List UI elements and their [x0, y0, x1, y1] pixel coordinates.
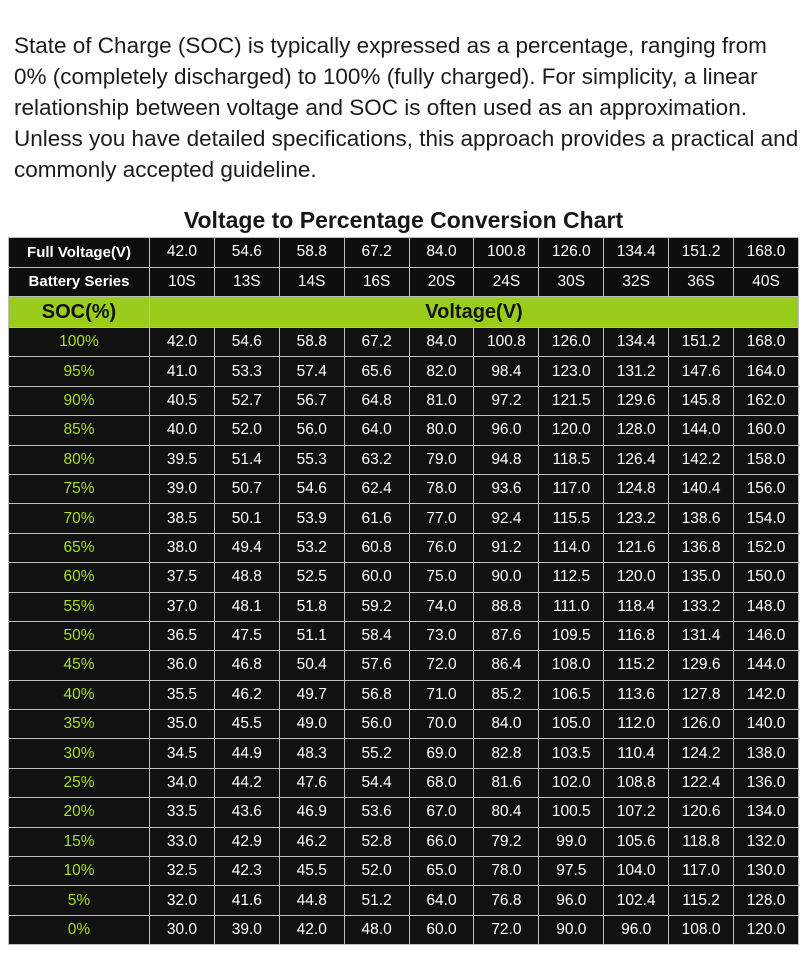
voltage-cell: 56.0	[279, 416, 344, 445]
voltage-cell: 42.3	[214, 857, 279, 886]
voltage-cell: 79.0	[409, 445, 474, 474]
voltage-cell: 81.6	[474, 768, 539, 797]
voltage-cell: 127.8	[669, 680, 734, 709]
voltage-cell: 145.8	[669, 386, 734, 415]
full-voltage-cell: 168.0	[734, 238, 799, 268]
voltage-cell: 168.0	[734, 328, 799, 357]
voltage-cell: 46.2	[214, 680, 279, 709]
voltage-cell: 148.0	[734, 592, 799, 621]
full-voltage-cell: 134.4	[604, 238, 669, 268]
voltage-cell: 60.8	[344, 533, 409, 562]
voltage-cell: 135.0	[669, 563, 734, 592]
voltage-cell: 117.0	[669, 857, 734, 886]
voltage-cell: 40.5	[150, 386, 215, 415]
voltage-cell: 51.2	[344, 886, 409, 915]
voltage-cell: 110.4	[604, 739, 669, 768]
voltage-cell: 59.2	[344, 592, 409, 621]
soc-cell: 25%	[9, 768, 150, 797]
voltage-cell: 79.2	[474, 827, 539, 856]
soc-cell: 55%	[9, 592, 150, 621]
voltage-cell: 48.8	[214, 563, 279, 592]
voltage-cell: 72.0	[409, 651, 474, 680]
table-row	[9, 504, 799, 533]
voltage-cell: 32.0	[150, 886, 215, 915]
voltage-cell: 34.0	[150, 768, 215, 797]
voltage-cell: 147.6	[669, 357, 734, 386]
voltage-cell: 100.5	[539, 798, 604, 827]
voltage-cell: 54.6	[279, 474, 344, 503]
voltage-cell: 68.0	[409, 768, 474, 797]
voltage-cell: 118.8	[669, 827, 734, 856]
voltage-cell: 80.0	[409, 416, 474, 445]
full-voltage-cell: 100.8	[474, 238, 539, 268]
voltage-cell: 65.6	[344, 357, 409, 386]
voltage-cell: 117.0	[539, 474, 604, 503]
soc-cell: 100%	[9, 328, 150, 357]
voltage-cell: 92.4	[474, 504, 539, 533]
battery-series-cell: 10S	[150, 267, 215, 297]
voltage-cell: 154.0	[734, 504, 799, 533]
voltage-cell: 118.4	[604, 592, 669, 621]
table-row	[9, 621, 799, 650]
soc-cell: 35%	[9, 710, 150, 739]
voltage-cell: 53.3	[214, 357, 279, 386]
voltage-cell: 55.3	[279, 445, 344, 474]
voltage-cell: 35.0	[150, 710, 215, 739]
voltage-cell: 116.8	[604, 621, 669, 650]
soc-cell: 75%	[9, 474, 150, 503]
voltage-cell: 46.8	[214, 651, 279, 680]
voltage-cell: 131.2	[604, 357, 669, 386]
voltage-cell: 67.0	[409, 798, 474, 827]
voltage-cell: 144.0	[734, 651, 799, 680]
voltage-cell: 44.8	[279, 886, 344, 915]
voltage-cell: 106.5	[539, 680, 604, 709]
voltage-cell: 64.0	[409, 886, 474, 915]
voltage-cell: 36.0	[150, 651, 215, 680]
voltage-cell: 37.0	[150, 592, 215, 621]
voltage-cell: 108.0	[539, 651, 604, 680]
voltage-cell: 49.7	[279, 680, 344, 709]
table-row	[9, 857, 799, 886]
table-row	[9, 563, 799, 592]
full-voltage-label: Full Voltage(V)	[9, 238, 150, 268]
voltage-cell: 33.5	[150, 798, 215, 827]
full-voltage-row	[9, 238, 799, 268]
voltage-cell: 48.3	[279, 739, 344, 768]
voltage-cell: 58.4	[344, 621, 409, 650]
voltage-cell: 66.0	[409, 827, 474, 856]
voltage-cell: 38.0	[150, 533, 215, 562]
voltage-cell: 121.6	[604, 533, 669, 562]
voltage-cell: 124.8	[604, 474, 669, 503]
voltage-cell: 112.5	[539, 563, 604, 592]
battery-series-cell: 24S	[474, 267, 539, 297]
soc-cell: 60%	[9, 563, 150, 592]
voltage-cell: 150.0	[734, 563, 799, 592]
voltage-cell: 30.0	[150, 915, 215, 944]
voltage-cell: 120.6	[669, 798, 734, 827]
voltage-cell: 107.2	[604, 798, 669, 827]
column-header-band	[9, 297, 799, 328]
soc-cell: 50%	[9, 621, 150, 650]
voltage-cell: 126.0	[539, 328, 604, 357]
table-row	[9, 710, 799, 739]
voltage-cell: 108.0	[669, 915, 734, 944]
voltage-cell: 115.5	[539, 504, 604, 533]
soc-cell: 45%	[9, 651, 150, 680]
voltage-cell: 129.6	[604, 386, 669, 415]
soc-cell: 65%	[9, 533, 150, 562]
voltage-cell: 122.4	[669, 768, 734, 797]
table-row	[9, 386, 799, 415]
voltage-cell: 63.2	[344, 445, 409, 474]
voltage-cell: 96.0	[604, 915, 669, 944]
voltage-cell: 97.2	[474, 386, 539, 415]
voltage-cell: 142.0	[734, 680, 799, 709]
voltage-cell: 76.8	[474, 886, 539, 915]
voltage-cell: 67.2	[344, 328, 409, 357]
voltage-cell: 37.5	[150, 563, 215, 592]
voltage-cell: 81.0	[409, 386, 474, 415]
table-row	[9, 680, 799, 709]
voltage-cell: 118.5	[539, 445, 604, 474]
battery-series-row	[9, 267, 799, 297]
voltage-cell: 103.5	[539, 739, 604, 768]
voltage-cell: 48.0	[344, 915, 409, 944]
soc-cell: 5%	[9, 886, 150, 915]
soc-cell: 0%	[9, 915, 150, 944]
battery-series-label: Battery Series	[9, 267, 150, 297]
voltage-cell: 126.4	[604, 445, 669, 474]
voltage-cell: 52.8	[344, 827, 409, 856]
voltage-cell: 38.5	[150, 504, 215, 533]
voltage-cell: 158.0	[734, 445, 799, 474]
voltage-cell: 42.0	[279, 915, 344, 944]
voltage-cell: 53.6	[344, 798, 409, 827]
voltage-cell: 74.0	[409, 592, 474, 621]
voltage-cell: 126.0	[669, 710, 734, 739]
voltage-cell: 43.6	[214, 798, 279, 827]
battery-series-cell: 40S	[734, 267, 799, 297]
voltage-cell: 120.0	[734, 915, 799, 944]
voltage-cell: 102.0	[539, 768, 604, 797]
voltage-header: Voltage(V)	[150, 297, 799, 328]
voltage-cell: 82.8	[474, 739, 539, 768]
voltage-cell: 61.6	[344, 504, 409, 533]
voltage-cell: 62.4	[344, 474, 409, 503]
full-voltage-cell: 67.2	[344, 238, 409, 268]
voltage-cell: 52.0	[344, 857, 409, 886]
table-row	[9, 915, 799, 944]
voltage-cell: 60.0	[409, 915, 474, 944]
soc-cell: 30%	[9, 739, 150, 768]
voltage-cell: 33.0	[150, 827, 215, 856]
voltage-cell: 123.0	[539, 357, 604, 386]
soc-cell: 85%	[9, 416, 150, 445]
voltage-cell: 123.2	[604, 504, 669, 533]
voltage-cell: 39.5	[150, 445, 215, 474]
soc-cell: 40%	[9, 680, 150, 709]
voltage-cell: 42.9	[214, 827, 279, 856]
voltage-cell: 91.2	[474, 533, 539, 562]
voltage-cell: 124.2	[669, 739, 734, 768]
table-row	[9, 474, 799, 503]
chart-title: Voltage to Percentage Conversion Chart	[183, 207, 624, 233]
voltage-cell: 49.0	[279, 710, 344, 739]
voltage-cell: 35.5	[150, 680, 215, 709]
voltage-cell: 120.0	[604, 563, 669, 592]
voltage-cell: 48.1	[214, 592, 279, 621]
voltage-cell: 70.0	[409, 710, 474, 739]
voltage-cell: 54.6	[214, 328, 279, 357]
voltage-cell: 53.2	[279, 533, 344, 562]
voltage-cell: 69.0	[409, 739, 474, 768]
table-row	[9, 445, 799, 474]
voltage-cell: 84.0	[409, 328, 474, 357]
voltage-cell: 100.8	[474, 328, 539, 357]
voltage-cell: 105.0	[539, 710, 604, 739]
full-voltage-cell: 126.0	[539, 238, 604, 268]
battery-series-cell: 30S	[539, 267, 604, 297]
voltage-cell: 105.6	[604, 827, 669, 856]
voltage-cell: 133.2	[669, 592, 734, 621]
table-row	[9, 357, 799, 386]
voltage-cell: 34.5	[150, 739, 215, 768]
battery-series-cell: 32S	[604, 267, 669, 297]
voltage-cell: 104.0	[604, 857, 669, 886]
voltage-cell: 120.0	[539, 416, 604, 445]
soc-cell: 90%	[9, 386, 150, 415]
voltage-cell: 78.0	[474, 857, 539, 886]
voltage-cell: 94.8	[474, 445, 539, 474]
table-row	[9, 328, 799, 357]
voltage-cell: 50.7	[214, 474, 279, 503]
voltage-cell: 71.0	[409, 680, 474, 709]
voltage-conversion-table	[8, 237, 799, 945]
battery-series-cell: 20S	[409, 267, 474, 297]
voltage-cell: 129.6	[669, 651, 734, 680]
voltage-cell: 45.5	[279, 857, 344, 886]
voltage-cell: 97.5	[539, 857, 604, 886]
full-voltage-cell: 58.8	[279, 238, 344, 268]
full-voltage-cell: 84.0	[409, 238, 474, 268]
voltage-cell: 46.2	[279, 827, 344, 856]
table-row	[9, 886, 799, 915]
voltage-cell: 52.7	[214, 386, 279, 415]
voltage-cell: 41.0	[150, 357, 215, 386]
voltage-cell: 77.0	[409, 504, 474, 533]
voltage-cell: 99.0	[539, 827, 604, 856]
voltage-cell: 56.7	[279, 386, 344, 415]
table-row	[9, 798, 799, 827]
voltage-cell: 96.0	[539, 886, 604, 915]
voltage-cell: 57.4	[279, 357, 344, 386]
voltage-cell: 134.0	[734, 798, 799, 827]
battery-series-cell: 14S	[279, 267, 344, 297]
voltage-cell: 56.0	[344, 710, 409, 739]
voltage-cell: 162.0	[734, 386, 799, 415]
voltage-cell: 32.5	[150, 857, 215, 886]
voltage-cell: 93.6	[474, 474, 539, 503]
voltage-cell: 42.0	[150, 328, 215, 357]
battery-series-cell: 16S	[344, 267, 409, 297]
battery-series-cell: 36S	[669, 267, 734, 297]
soc-cell: 15%	[9, 827, 150, 856]
voltage-cell: 58.8	[279, 328, 344, 357]
voltage-cell: 72.0	[474, 915, 539, 944]
voltage-cell: 108.8	[604, 768, 669, 797]
table-row	[9, 739, 799, 768]
voltage-cell: 78.0	[409, 474, 474, 503]
voltage-cell: 84.0	[474, 710, 539, 739]
voltage-cell: 36.5	[150, 621, 215, 650]
voltage-cell: 138.0	[734, 739, 799, 768]
voltage-cell: 113.6	[604, 680, 669, 709]
soc-cell: 20%	[9, 798, 150, 827]
voltage-cell: 75.0	[409, 563, 474, 592]
voltage-cell: 121.5	[539, 386, 604, 415]
voltage-cell: 51.4	[214, 445, 279, 474]
voltage-cell: 49.4	[214, 533, 279, 562]
voltage-cell: 45.5	[214, 710, 279, 739]
table-row	[9, 592, 799, 621]
voltage-cell: 136.8	[669, 533, 734, 562]
voltage-cell: 47.6	[279, 768, 344, 797]
voltage-cell: 40.0	[150, 416, 215, 445]
voltage-cell: 140.0	[734, 710, 799, 739]
voltage-cell: 138.6	[669, 504, 734, 533]
soc-cell: 10%	[9, 857, 150, 886]
voltage-cell: 87.6	[474, 621, 539, 650]
voltage-cell: 90.0	[539, 915, 604, 944]
voltage-cell: 44.2	[214, 768, 279, 797]
full-voltage-cell: 42.0	[150, 238, 215, 268]
voltage-cell: 146.0	[734, 621, 799, 650]
soc-cell: 70%	[9, 504, 150, 533]
voltage-cell: 140.4	[669, 474, 734, 503]
table-row	[9, 651, 799, 680]
voltage-cell: 115.2	[604, 651, 669, 680]
voltage-cell: 51.1	[279, 621, 344, 650]
voltage-cell: 64.0	[344, 416, 409, 445]
soc-header: SOC(%)	[9, 297, 150, 328]
voltage-cell: 152.0	[734, 533, 799, 562]
soc-cell: 95%	[9, 357, 150, 386]
voltage-cell: 60.0	[344, 563, 409, 592]
voltage-cell: 80.4	[474, 798, 539, 827]
voltage-cell: 136.0	[734, 768, 799, 797]
voltage-cell: 55.2	[344, 739, 409, 768]
table-row	[9, 768, 799, 797]
voltage-cell: 144.0	[669, 416, 734, 445]
voltage-cell: 112.0	[604, 710, 669, 739]
voltage-cell: 51.8	[279, 592, 344, 621]
intro-paragraph: State of Charge (SOC) is typically expressed as a percentage, ranging from 0% (completely discharged) to 100% (fully charged). For simplicity, a linear relationship between voltage and SOC is often used as an approximation. Unless you have detailed specifications, this approach provides a practical and commonly accepted guideline.	[14, 33, 799, 182]
voltage-cell: 90.0	[474, 563, 539, 592]
voltage-cell: 39.0	[150, 474, 215, 503]
voltage-cell: 151.2	[669, 328, 734, 357]
voltage-cell: 131.4	[669, 621, 734, 650]
full-voltage-cell: 151.2	[669, 238, 734, 268]
voltage-cell: 128.0	[604, 416, 669, 445]
voltage-cell: 39.0	[214, 915, 279, 944]
full-voltage-cell: 54.6	[214, 238, 279, 268]
voltage-cell: 54.4	[344, 768, 409, 797]
voltage-cell: 53.9	[279, 504, 344, 533]
voltage-cell: 57.6	[344, 651, 409, 680]
voltage-cell: 64.8	[344, 386, 409, 415]
voltage-cell: 86.4	[474, 651, 539, 680]
voltage-cell: 82.0	[409, 357, 474, 386]
voltage-cell: 109.5	[539, 621, 604, 650]
battery-series-cell: 13S	[214, 267, 279, 297]
voltage-cell: 164.0	[734, 357, 799, 386]
voltage-cell: 50.1	[214, 504, 279, 533]
voltage-cell: 115.2	[669, 886, 734, 915]
voltage-cell: 56.8	[344, 680, 409, 709]
voltage-cell: 41.6	[214, 886, 279, 915]
voltage-cell: 46.9	[279, 798, 344, 827]
voltage-cell: 128.0	[734, 886, 799, 915]
voltage-cell: 65.0	[409, 857, 474, 886]
voltage-cell: 44.9	[214, 739, 279, 768]
voltage-cell: 102.4	[604, 886, 669, 915]
soc-cell: 80%	[9, 445, 150, 474]
voltage-cell: 114.0	[539, 533, 604, 562]
voltage-cell: 52.0	[214, 416, 279, 445]
voltage-cell: 142.2	[669, 445, 734, 474]
table-row	[9, 416, 799, 445]
voltage-cell: 132.0	[734, 827, 799, 856]
table-row	[9, 533, 799, 562]
voltage-cell: 85.2	[474, 680, 539, 709]
voltage-cell: 96.0	[474, 416, 539, 445]
voltage-cell: 52.5	[279, 563, 344, 592]
table-row	[9, 827, 799, 856]
voltage-cell: 76.0	[409, 533, 474, 562]
voltage-cell: 111.0	[539, 592, 604, 621]
voltage-cell: 130.0	[734, 857, 799, 886]
voltage-cell: 156.0	[734, 474, 799, 503]
voltage-cell: 88.8	[474, 592, 539, 621]
voltage-cell: 73.0	[409, 621, 474, 650]
voltage-cell: 47.5	[214, 621, 279, 650]
voltage-cell: 134.4	[604, 328, 669, 357]
voltage-cell: 160.0	[734, 416, 799, 445]
voltage-cell: 98.4	[474, 357, 539, 386]
voltage-cell: 50.4	[279, 651, 344, 680]
